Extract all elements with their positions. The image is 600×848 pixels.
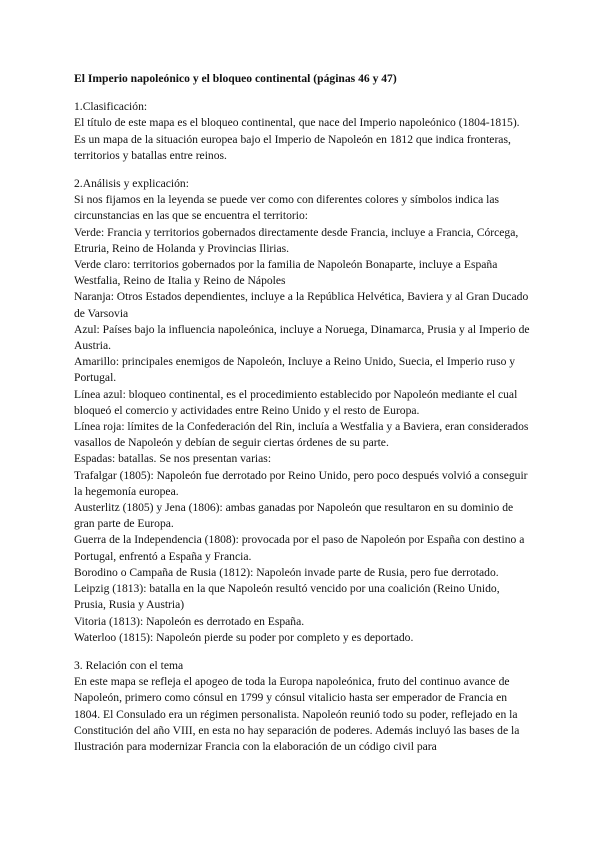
paragraph: Verde claro: territorios gobernados por la familia de Napoleón Bonaparte, incluye a España Westfalia, Reino de Italia y Reino de Nápoles xyxy=(74,258,498,288)
paragraph: Leipzig (1813): batalla en la que Napoleón resultó vencido por una coalición (Reino Unido, Prusia, Rusia y Austria) xyxy=(74,582,500,612)
section-heading: 1.Clasificación: xyxy=(74,100,148,114)
paragraph: Amarillo: principales enemigos de Napoleón, Incluye a Reino Unido, Suecia, el Imperio ruso y Portugal. xyxy=(74,355,516,385)
paragraph: Austerlitz (1805) y Jena (1806): ambas ganadas por Napoleón que resultaron en su dominio de gran parte de Europa. xyxy=(74,501,514,531)
section-analysis xyxy=(74,176,534,646)
section-relation xyxy=(74,658,534,755)
paragraph: Waterloo (1815): Napoleón pierde su poder por completo y es deportado. xyxy=(74,630,414,644)
paragraph: Línea azul: bloqueo continental, es el procedimiento establecido por Napoleón mediante el cual bloqueó el comercio y actividades entre Reino Unido y el resto de Europa. xyxy=(74,387,518,417)
paragraph: Naranja: Otros Estados dependientes, incluye a la República Helvética, Baviera y al Gran Ducado de Varsovia xyxy=(74,290,529,320)
section-classification xyxy=(74,99,534,164)
paragraph: Espadas: batallas. Se nos presentan varias: xyxy=(74,452,272,466)
paragraph: Si nos fijamos en la leyenda se puede ver como con diferentes colores y símbolos indica las circunstancias en las que se encuentra el territorio: xyxy=(74,193,499,223)
paragraph: En este mapa se refleja el apogeo de toda la Europa napoleónica, fruto del continuo avance de Napoleón, primero como cónsul en 1799 y cónsul vitalicio hasta ser emperador de Francia en 1804. El Consulado era un régimen personalista. Napoleón reunió todo su poder, reflejado en la Constitución del año VIII, en esta no hay separación de poderes. Además incluyó las bases de la Ilustración para modernizar Francia con la elaboración de un código civil para xyxy=(74,675,520,753)
document-title: El Imperio napoleónico y el bloqueo continental (páginas 46 y 47) xyxy=(74,72,397,85)
paragraph: Verde: Francia y territorios gobernados directamente desde Francia, incluye a Francia, Córcega, Etruria, Reino de Holanda y Provincias Ilirias. xyxy=(74,225,519,255)
document-body xyxy=(74,71,534,767)
paragraph: Azul: Países bajo la influencia napoleónica, incluye a Noruega, Dinamarca, Prusia y al Imperio de Austria. xyxy=(74,322,530,353)
section-heading: 3. Relación con el tema xyxy=(74,658,184,672)
paragraph: Vitoria (1813): Napoleón es derrotado en España. xyxy=(74,614,305,628)
paragraph: Borodino o Campaña de Rusia (1812): Napoleón invade parte de Rusia, pero fue derrotado. xyxy=(74,565,499,579)
paragraph: Trafalgar (1805): Napoleón fue derrotado por Reino Unido, pero poco después volvió a conseguir la hegemonía europea. xyxy=(74,468,528,498)
paragraph: Guerra de la Independencia (1808): provocada por el paso de Napoleón por España con destino a Portugal, enfrentó a España y Francia. xyxy=(74,533,525,563)
paragraph: Línea roja: límites de la Confederación del Rin, incluía a Westfalia y a Baviera, eran considerados vasallos de Napoleón y debían de seguir ciertas órdenes de su parte. xyxy=(74,420,529,450)
paragraph: El título de este mapa es el bloqueo continental, que nace del Imperio napoleónico (1804-1815). xyxy=(74,116,520,130)
paragraph: Es un mapa de la situación europea bajo el Imperio de Napoleón en 1812 que indica fronteras, territorios y batallas entre reinos. xyxy=(74,132,511,162)
section-heading: 2.Análisis y explicación: xyxy=(74,177,189,191)
